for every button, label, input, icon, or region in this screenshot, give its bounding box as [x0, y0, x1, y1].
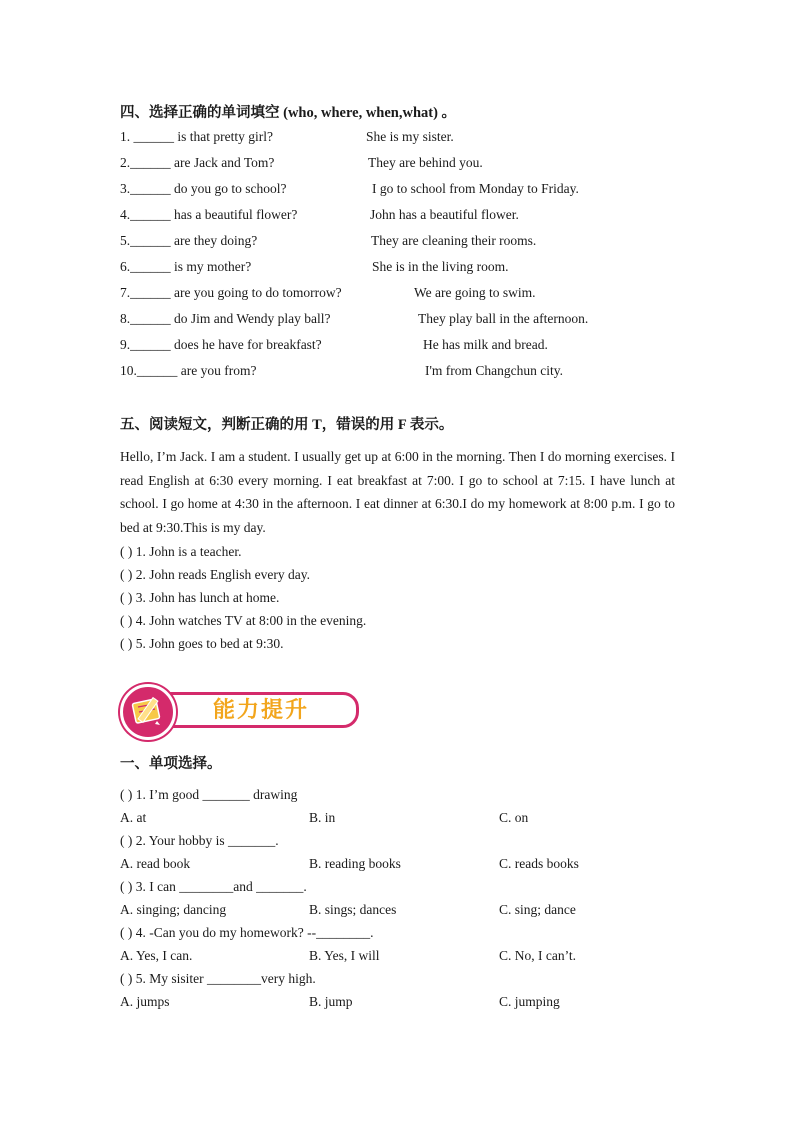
mc-question-4: ( ) 4. -Can you do my homework? --________.	[120, 925, 374, 940]
mc-q4-option-c: C. No, I can’t.	[499, 948, 576, 963]
s4-answer-7: We are going to swim.	[414, 285, 536, 300]
section4-title: 四、选择正确的单词填空 (who, where, when,what) 。	[120, 105, 457, 121]
s4-answer-3: I go to school from Monday to Friday.	[372, 181, 579, 196]
mc-question-1: ( ) 1. I’m good _______ drawing	[120, 787, 298, 802]
s4-answer-5: They are cleaning their rooms.	[371, 233, 537, 248]
pencil-book-icon	[120, 684, 176, 740]
s4-answer-8: They play ball in the afternoon.	[418, 311, 589, 326]
s4-question-2: 2.______ are Jack and Tom?	[120, 155, 275, 170]
mc-q5-option-c: C. jumping	[499, 994, 560, 1009]
s4-question-6: 6.______ is my mother?	[120, 259, 252, 274]
mc-question-2: ( ) 2. Your hobby is _______.	[120, 833, 279, 848]
section1-title: 一、单项选择。	[120, 756, 222, 772]
s4-question-3: 3.______ do you go to school?	[120, 181, 287, 196]
mc-q3-option-a: A. singing; dancing	[120, 902, 227, 917]
mc-q1-option-a: A. at	[120, 810, 147, 825]
mc-q1-option-b: B. in	[309, 810, 336, 825]
mc-q4-option-b: B. Yes, I will	[309, 948, 380, 963]
s4-answer-9: He has milk and bread.	[423, 337, 548, 352]
tf-statement-1: ( ) 1. John is a teacher.	[120, 544, 242, 559]
mc-q4-option-a: A. Yes, I can.	[120, 948, 193, 963]
tf-statement-3: ( ) 3. John has lunch at home.	[120, 590, 280, 605]
s4-answer-1: She is my sister.	[366, 129, 454, 144]
s4-answer-6: She is in the living room.	[372, 259, 509, 274]
mc-q3-option-b: B. sings; dances	[309, 902, 397, 917]
s4-answer-10: I'm from Changchun city.	[425, 363, 564, 378]
tf-statement-5: ( ) 5. John goes to bed at 9:30.	[120, 636, 284, 651]
tf-statement-2: ( ) 2. John reads English every day.	[120, 567, 310, 582]
mc-q5-option-b: B. jump	[309, 994, 353, 1009]
ability-badge	[118, 684, 358, 734]
s4-question-9: 9.______ does he have for breakfast?	[120, 337, 322, 352]
s4-question-5: 5.______ are they doing?	[120, 233, 258, 248]
section5-title: 五、阅读短文，判断正确的用 T，错误的用 F 表示。	[120, 417, 454, 433]
s4-question-10: 10.______ are you from?	[120, 363, 257, 378]
mc-q2-option-b: B. reading books	[309, 856, 401, 871]
mc-q5-option-a: A. jumps	[120, 994, 170, 1009]
s4-answer-2: They are behind you.	[368, 155, 483, 170]
s4-question-1: 1. ______ is that pretty girl?	[120, 129, 273, 144]
mc-q3-option-c: C. sing; dance	[499, 902, 576, 917]
s4-answer-4: John has a beautiful flower.	[370, 207, 519, 222]
mc-q2-option-c: C. reads books	[499, 856, 579, 871]
tf-statement-4: ( ) 4. John watches TV at 8:00 in the evening.	[120, 613, 367, 628]
s4-question-4: 4.______ has a beautiful flower?	[120, 207, 298, 222]
mc-question-3: ( ) 3. I can ________and _______.	[120, 879, 307, 894]
mc-q2-option-a: A. read book	[120, 856, 191, 871]
s4-question-8: 8.______ do Jim and Wendy play ball?	[120, 311, 331, 326]
badge-label: 能力提升	[213, 698, 310, 723]
mc-q1-option-c: C. on	[499, 810, 529, 825]
reading-passage: Hello, I’m Jack. I am a student. I usually get up at 6:00 in the morning. Then I do morning exercises. I read English at 6:30 every morning. I eat breakfast at 7:00. I go to school at 7:15. I have lunch at school. I go home at 4:30 in the afternoon. I eat dinner at 6:30.I do my homework at 8:00 p.m. I go to bed at 9:30.This is my day.	[120, 449, 675, 535]
s4-question-7: 7.______ are you going to do tomorrow?	[120, 285, 342, 300]
mc-question-5: ( ) 5. My sisiter ________very high.	[120, 971, 316, 986]
